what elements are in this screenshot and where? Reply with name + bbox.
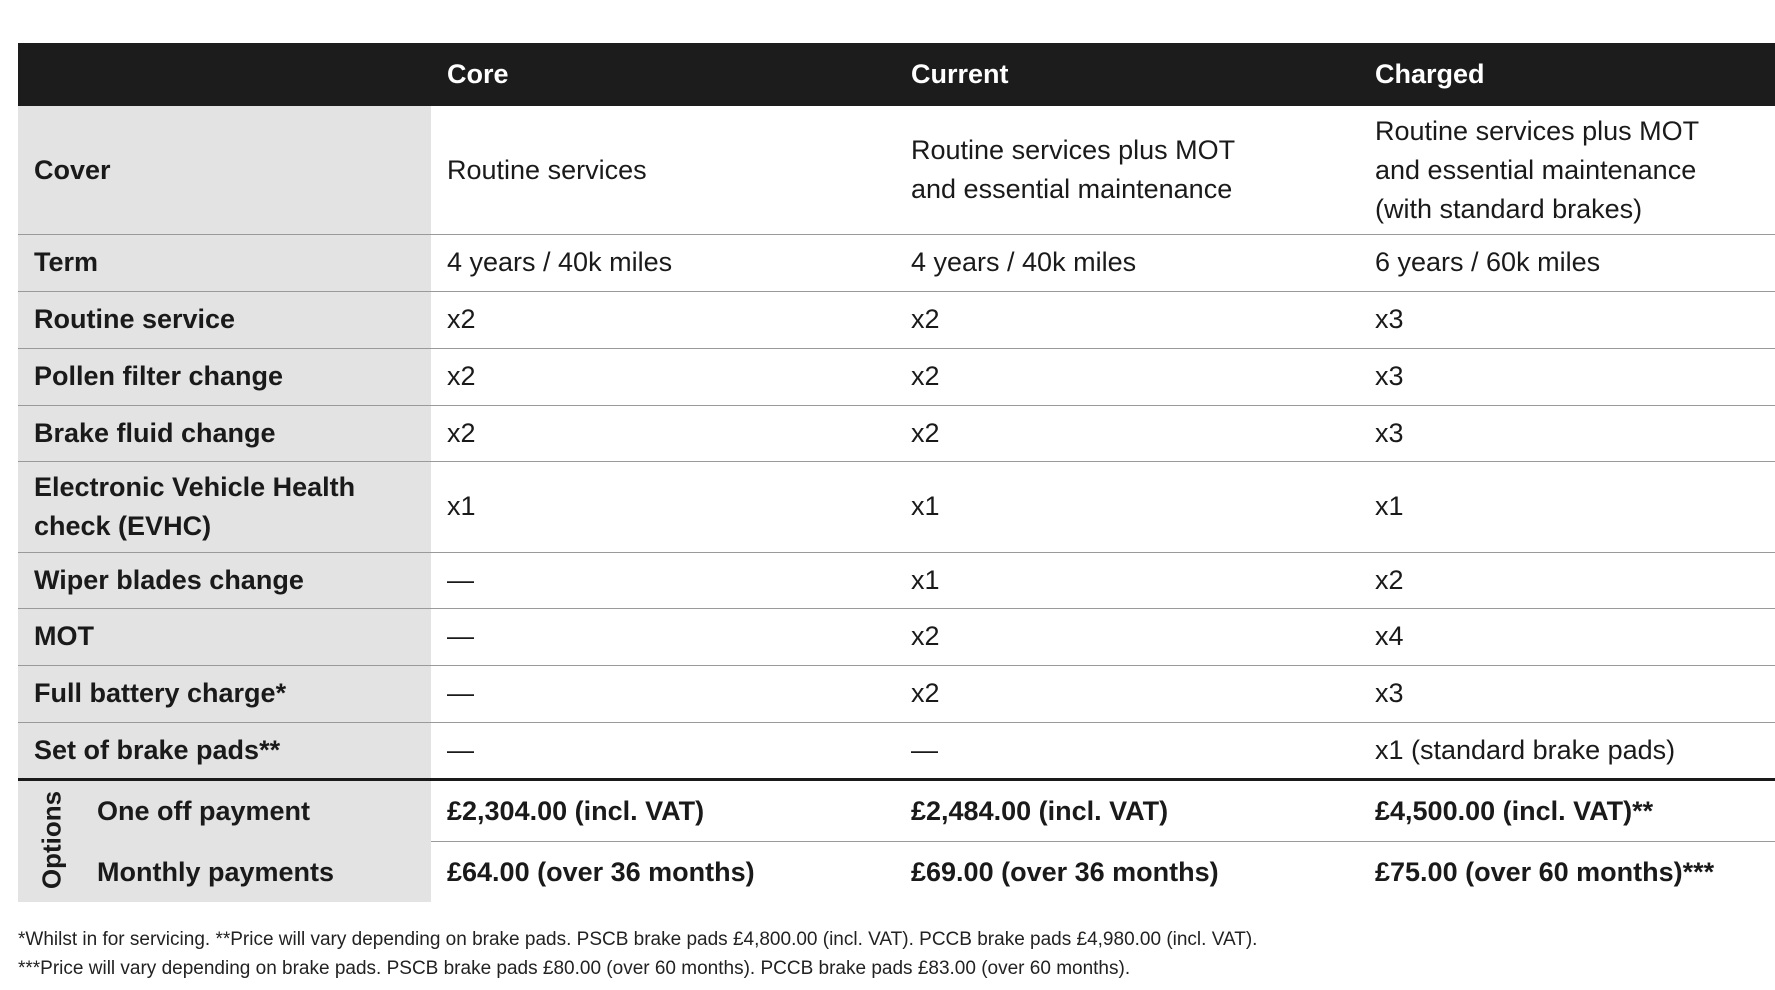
cell-charged: x1 (standard brake pads) <box>1375 734 1676 765</box>
cell-core: x2 <box>447 417 476 448</box>
cell-core: x2 <box>447 361 476 391</box>
row-label: MOT <box>34 621 94 651</box>
footnote-line: *Whilst in for servicing. **Price will vary depending on brake pads. PSCB brake pads £4,800.00 (incl. VAT). PCCB brake pads £4,980.00 (incl. VAT). <box>18 929 1258 950</box>
price-core: £2,304.00 (incl. VAT) <box>447 795 705 826</box>
row-label: Set of brake pads** <box>34 734 281 765</box>
row-label: Wiper blades change <box>34 564 304 595</box>
cell-core: — <box>447 678 474 708</box>
cell-core: x2 <box>447 304 476 334</box>
cell-core: — <box>447 734 474 765</box>
table-row-routine-service <box>18 291 1775 348</box>
cell-current: x2 <box>911 621 940 651</box>
price-current: £2,484.00 (incl. VAT) <box>911 795 1169 826</box>
cell-current: 4 years / 40k miles <box>911 247 1137 277</box>
options-section-label: Options <box>36 790 67 890</box>
table-row-evhc <box>18 461 1775 552</box>
table-row-battery-charge <box>18 665 1775 722</box>
row-label: One off payment <box>97 795 311 826</box>
cell-current: x1 <box>911 564 940 595</box>
row-label: Routine service <box>34 304 236 334</box>
row-label: Term <box>34 247 99 277</box>
row-label: Electronic Vehicle Health check (EVHC) <box>34 471 356 541</box>
column-header-current: Current <box>911 59 1009 89</box>
cell-core: Routine services <box>447 154 647 185</box>
table-row-wiper-blades <box>18 552 1775 608</box>
cell-charged: x4 <box>1375 621 1404 651</box>
row-label: Brake fluid change <box>34 417 276 448</box>
cell-charged: 6 years / 60k miles <box>1375 247 1601 277</box>
row-label: Monthly payments <box>97 856 335 887</box>
cell-current: Routine services plus MOT and essential maintenance <box>911 135 1235 204</box>
price-charged: £75.00 (over 60 months)*** <box>1375 856 1715 887</box>
cell-core: — <box>447 564 474 595</box>
price-core: £64.00 (over 36 months) <box>447 856 755 887</box>
table-row-brake-fluid <box>18 405 1775 461</box>
cell-charged: x3 <box>1375 304 1404 334</box>
price-current: £69.00 (over 36 months) <box>911 856 1219 887</box>
cell-current: x2 <box>911 417 940 448</box>
footnote-line: ***Price will vary depending on brake pads. PSCB brake pads £80.00 (over 60 months). PCCB brake pads £83.00 (over 60 months). <box>18 958 1131 979</box>
table-row-monthly-payments <box>18 842 1775 902</box>
cell-current: x2 <box>911 304 940 334</box>
table-row-term <box>18 234 1775 291</box>
cell-charged: x1 <box>1375 491 1404 521</box>
cell-core: x1 <box>447 491 476 521</box>
row-label: Pollen filter change <box>34 361 284 391</box>
cell-charged: x3 <box>1375 417 1404 448</box>
table-header <box>18 43 1775 106</box>
cell-current: x2 <box>911 678 940 708</box>
cell-current: x1 <box>911 491 940 521</box>
cell-charged: x3 <box>1375 678 1404 708</box>
table-row-one-off-payment <box>18 781 1775 841</box>
cell-charged: x3 <box>1375 361 1404 391</box>
table-row-cover <box>18 106 1775 234</box>
cell-charged: Routine services plus MOT and essential maintenance (with standard brakes) <box>1375 115 1699 224</box>
cell-current: — <box>911 734 938 765</box>
column-header-charged: Charged <box>1375 59 1485 89</box>
cell-current: x2 <box>911 361 940 391</box>
comparison-table <box>18 43 1775 902</box>
cell-core: — <box>447 621 474 651</box>
column-header-core: Core <box>447 59 509 89</box>
row-label: Cover <box>34 154 111 185</box>
table-row-brake-pads <box>18 722 1775 778</box>
price-charged: £4,500.00 (incl. VAT)** <box>1375 795 1654 826</box>
cell-core: 4 years / 40k miles <box>447 247 673 277</box>
footnotes <box>18 925 1758 983</box>
row-label: Full battery charge* <box>34 678 287 708</box>
cell-charged: x2 <box>1375 564 1404 595</box>
table-row-mot <box>18 608 1775 665</box>
table-row-pollen-filter <box>18 348 1775 405</box>
